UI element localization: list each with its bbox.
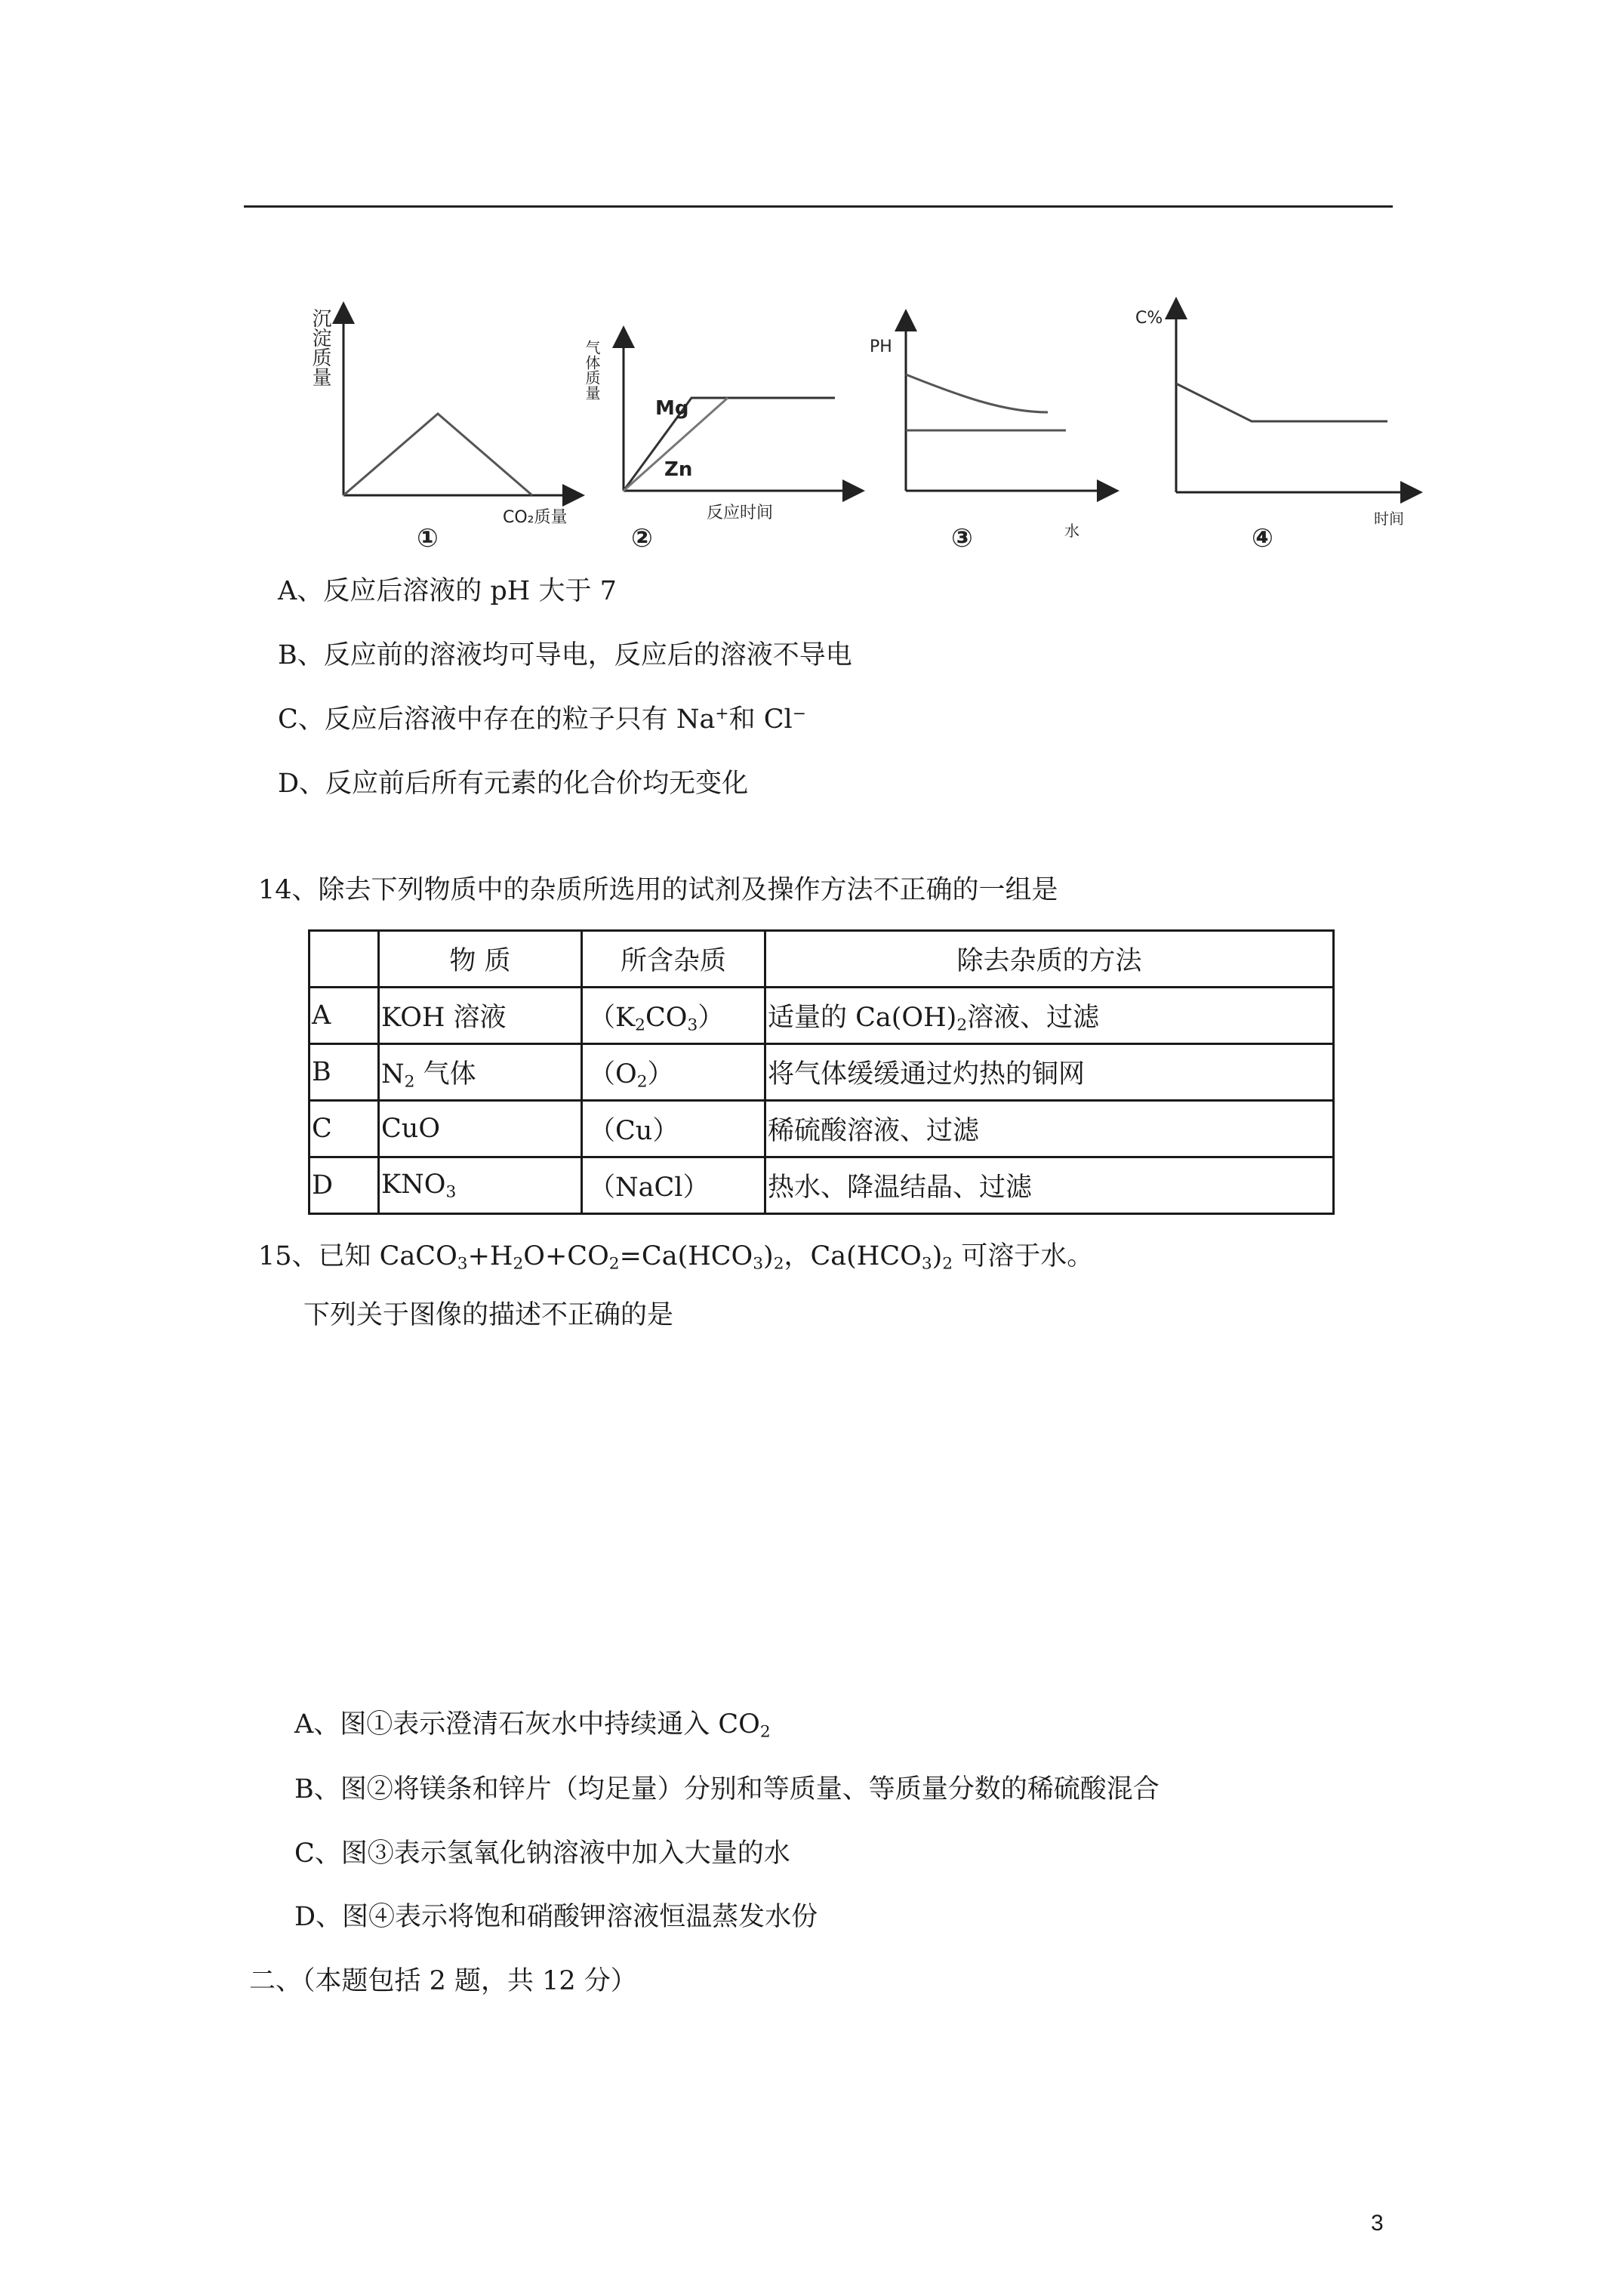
figure-2 [583,290,858,554]
row-method: 适量的 $Ca(OH)_2$溶液、过滤 [765,988,1334,1044]
q15-option-c: C、图③表示氢氧化钠溶液中加入大量的水 [294,1838,790,1869]
figure-1 [310,290,581,554]
figure-3 [868,290,1117,554]
impurity-table [308,929,1335,1215]
x-axis-label: 时间 [1374,510,1404,528]
row-label: B [310,1044,379,1101]
figure-number: ① [417,523,439,553]
row-impurity: （Cu） [582,1101,765,1157]
q13-option-a: A、反应后溶液的 pH 大于 7 [278,576,617,606]
table-row [310,1157,1334,1214]
figure-1-graph [310,290,581,554]
row-impurity: $(O_2)$ [582,1044,765,1101]
table-row [310,1044,1334,1101]
row-impurity: （NaCl） [582,1157,765,1214]
q15-option-a: A、图①表示澄清石灰水中持续通入 $CO_2$ [294,1709,771,1742]
ph-curve [906,374,1048,412]
header-cell-empty [310,931,379,988]
row-impurity: $(K_2CO_3)$ [582,988,765,1044]
header-cell-impurity: 所含杂质 [582,931,765,988]
q13-option-c-prefix: C、反应后溶液中存在的粒子只有 Na [278,704,716,735]
q13-option-d: D、反应前后所有元素的化合价均无变化 [278,769,749,799]
row-label: C [310,1101,379,1157]
row-label: D [310,1157,379,1214]
header-cell-substance: 物 质 [379,931,582,988]
q15-sub-stem: 下列关于图像的描述不正确的是 [303,1300,674,1330]
y-axis-label: C% [1135,309,1163,328]
row-substance: KOH 溶液 [379,988,582,1044]
mg-label: Mg [655,397,689,420]
x-axis-label: CO₂质量 [503,508,568,527]
figure-number: ④ [1252,523,1273,553]
header-cell-method: 除去杂质的方法 [765,931,1334,988]
row-substance: $N_2$ 气体 [379,1044,582,1101]
q13-option-c-mid: 和 Cl [728,704,793,735]
q15-option-b: B、图②将镁条和锌片（均足量）分别和等质量、等质量分数的稀硫酸混合 [294,1774,1160,1804]
sodium-charge: + [715,704,729,724]
q13-option-c [278,704,806,735]
q15-option-d: D、图④表示将饱和硝酸钾溶液恒温蒸发水份 [294,1902,818,1932]
figure-4-graph [1131,290,1418,554]
row-substance: CuO [379,1101,582,1157]
row-method: 稀硫酸溶液、过滤 [765,1101,1334,1157]
row-substance: $KNO_3$ [379,1157,582,1214]
x-axis-label: 反应时间 [707,504,774,522]
figure-number: ② [631,523,653,553]
section-heading: 二、（本题包括 2 题，共 12 分） [249,1966,637,1996]
row-label: A [310,988,379,1044]
table-row [310,988,1334,1044]
figure-4 [1131,290,1418,554]
q13-option-b: B、反应前的溶液均可导电，反应后的溶液不导电 [278,640,852,670]
x-axis-label: 水 [1064,522,1079,540]
row-method: 将气体缓缓通过灼热的铜网 [765,1044,1334,1101]
figure-2-graph [583,290,858,554]
q15-stem: 15、已知 $CaCO_3+H_2O+CO_2=Ca(HCO_3)_2$，$Ca(HCO_3)_2$ 可溶于水。 [258,1241,1094,1274]
y-axis-label: 气体质量 [583,340,601,400]
q14-stem: 14、除去下列物质中的杂质所选用的试剂及操作方法不正确的一组是 [258,875,1058,905]
concentration-curve [1176,384,1387,421]
table-row [310,1101,1334,1157]
y-axis-label: 沉淀质量 [309,308,331,387]
figure-number: ③ [951,523,973,553]
table-header-row [310,931,1334,988]
y-axis-label: PH [870,337,892,356]
zn-label: Zn [664,458,693,481]
precipitate-curve [343,414,532,495]
page-number: 3 [1371,2211,1384,2236]
figure-3-graph [868,290,1117,554]
row-method: 热水、降温结晶、过滤 [765,1157,1334,1214]
chloride-charge: − [792,704,806,724]
header-rule [244,205,1393,208]
